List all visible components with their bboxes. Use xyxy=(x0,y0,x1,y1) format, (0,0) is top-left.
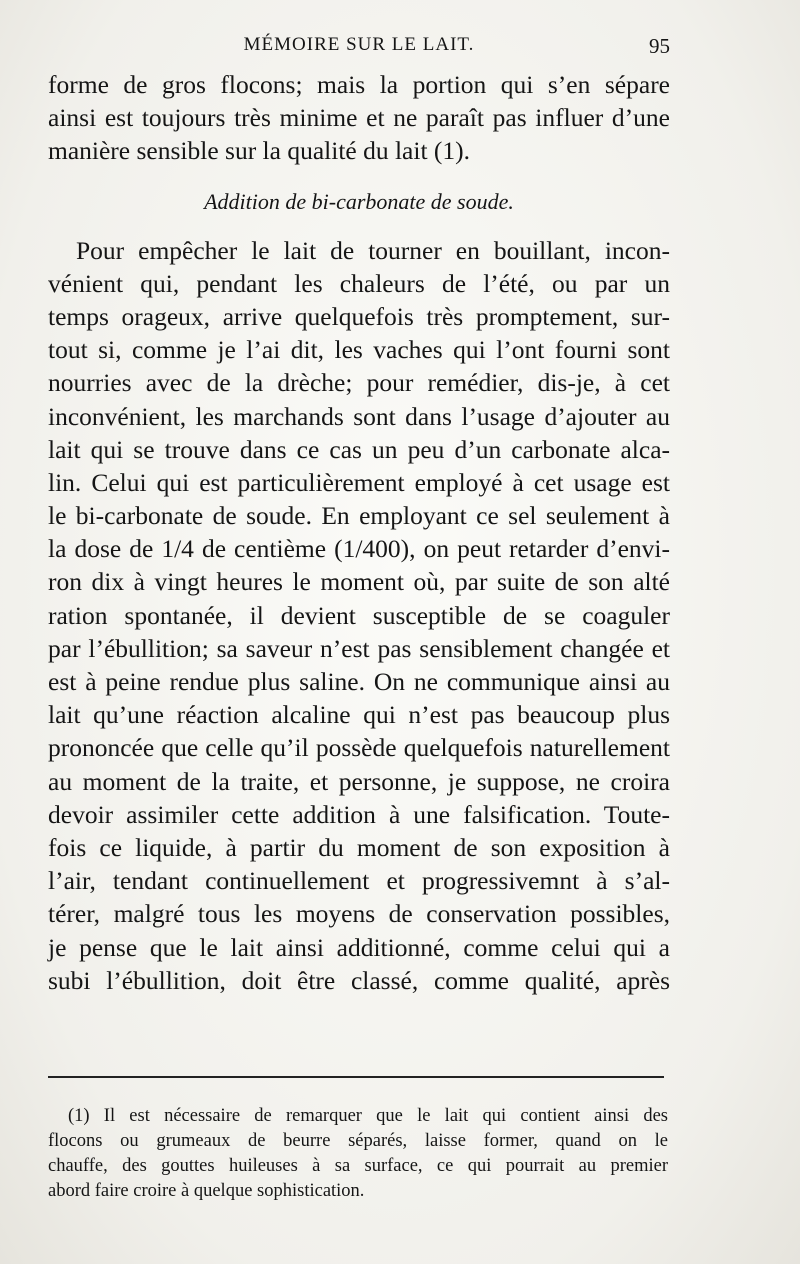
section-heading: Addition de bi-carbonate de soude. xyxy=(204,188,514,214)
text-line: Pour empêcher le lait de tourner en bouillant, incon- xyxy=(76,235,670,265)
text-line: au moment de la traite, et personne, je suppose, ne croira xyxy=(48,766,670,796)
text-line: fois ce liquide, à partir du moment de son exposition à xyxy=(48,832,670,862)
body-text xyxy=(48,68,670,997)
text-line: temps orageux, arrive quelquefois très promptement, sur- xyxy=(48,301,670,331)
text-line: vénient qui, pendant les chaleurs de l’été, ou par un xyxy=(48,268,670,298)
text-line: ainsi est toujours très minime et ne paraît pas influer d’une xyxy=(48,103,670,133)
footnote-line: abord faire croire à quelque sophistication. xyxy=(48,1181,365,1201)
text-line: inconvénient, les marchands sont dans l’usage d’ajouter au xyxy=(48,401,670,431)
text-line: est à peine rendue plus saline. On ne communique ainsi au xyxy=(48,667,670,696)
footnote-line: (1) Il est nécessaire de remarquer que le lait qui contient ainsi des xyxy=(68,1106,668,1126)
text-line: la dose de 1/4 de centième (1/400), on peut retarder d’envi- xyxy=(48,534,670,564)
text-line: prononcée que celle qu’il possède quelquefois naturellement xyxy=(48,733,670,763)
footnote-line: chauffe, des gouttes huileuses à sa surface, ce qui pourrait au premier xyxy=(48,1156,668,1176)
text-line: lin. Celui qui est particulièrement employé à cet usage est xyxy=(48,467,670,497)
text-line: forme de gros flocons; mais la portion qui s’en sépare xyxy=(48,70,670,99)
text-line: manière sensible sur la qualité du lait (1). xyxy=(48,136,471,166)
page-header xyxy=(48,34,670,64)
text-line: nourries avec de la drèche; pour remédier, dis-je, à cet xyxy=(48,368,670,398)
footnote-divider xyxy=(48,1076,664,1078)
running-title: MÉMOIRE SUR LE LAIT. xyxy=(243,34,475,55)
text-line: le bi-carbonate de soude. En employant ce sel seulement à xyxy=(48,501,670,531)
footnotes xyxy=(48,1104,668,1204)
text-line: l’air, tendant continuellement et progressivemnt à s’al- xyxy=(48,866,670,896)
text-line: par l’ébullition; sa saveur n’est pas sensiblement changée et xyxy=(48,633,670,663)
text-line: ration spontanée, il devient susceptible de se coaguler xyxy=(48,600,670,630)
text-line: lait qui se trouve dans ce cas un peu d’un carbonate alca- xyxy=(48,434,670,464)
footnote-line: flocons ou grumeaux de beurre séparés, laisse former, quand on le xyxy=(48,1131,668,1151)
page-number: 95 xyxy=(649,34,670,58)
text-line: térer, malgré tous les moyens de conservation possibles, xyxy=(48,899,670,929)
text-line: ron dix à vingt heures le moment où, par suite de son alté xyxy=(48,567,670,597)
text-line: lait qu’une réaction alcaline qui n’est pas beaucoup plus xyxy=(48,700,670,730)
text-line: subi l’ébullition, doit être classé, comme qualité, après xyxy=(48,965,670,995)
text-line: je pense que le lait ainsi additionné, comme celui qui a xyxy=(48,932,670,962)
text-line: tout si, comme je l’ai dit, les vaches qui l’ont fourni sont xyxy=(48,335,670,365)
text-line: devoir assimiler cette addition à une falsification. Toute- xyxy=(48,799,670,829)
